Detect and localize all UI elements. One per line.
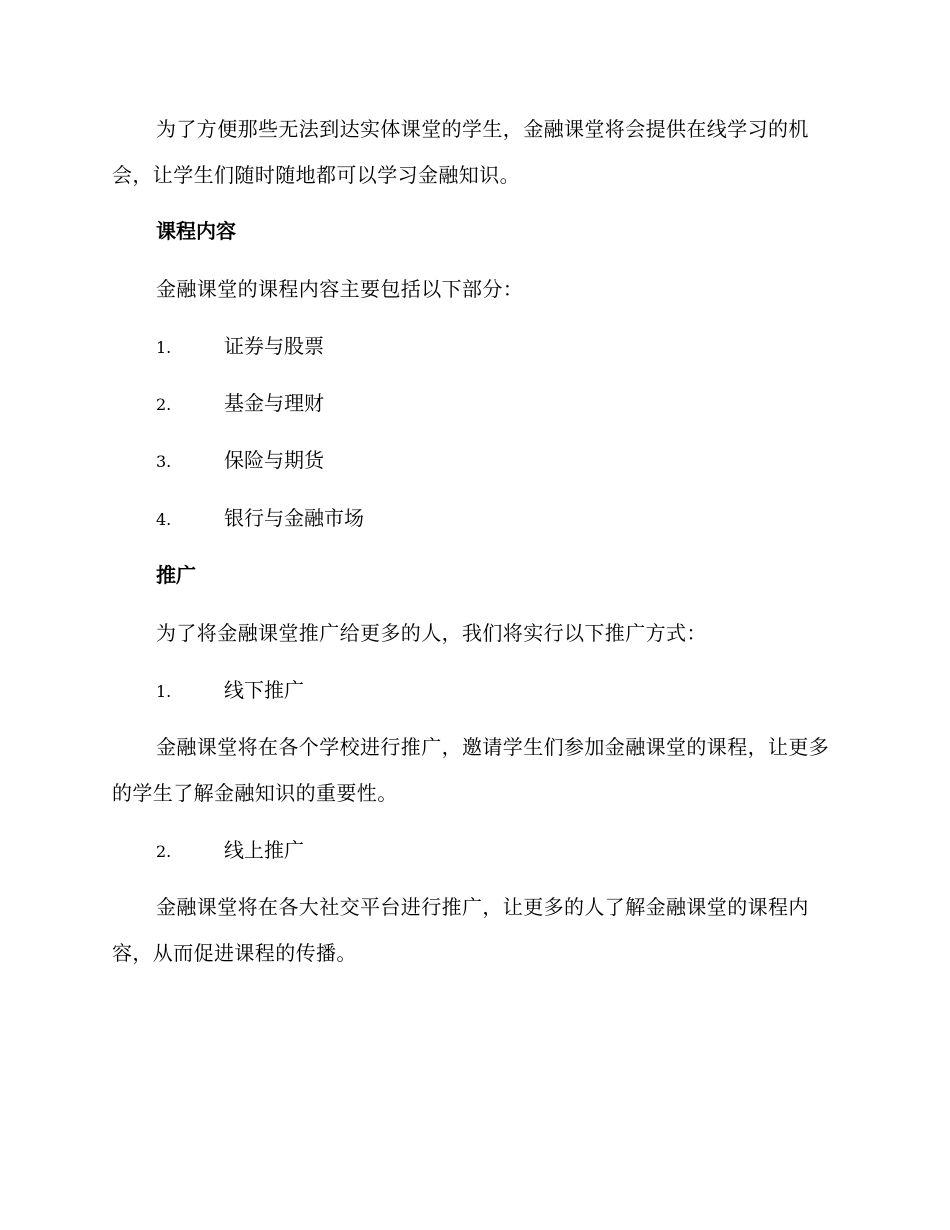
- list-number: 2.: [156, 842, 172, 861]
- promotion-intro-paragraph: 为了将金融课堂推广给更多的人，我们将实行以下推广方式：: [156, 621, 707, 645]
- promotion-method-1-description: 金融课堂将在各个学校进行推广，邀请学生们参加金融课堂的课程，让更多的学生了解金融知识的重要性。: [112, 735, 830, 805]
- promotion-method-1-title: [156, 675, 304, 705]
- list-number: 2.: [156, 395, 172, 414]
- list-number: 4.: [156, 510, 172, 529]
- course-list-item-2: [156, 388, 324, 418]
- list-number: 3.: [156, 452, 172, 471]
- list-number: 1.: [156, 338, 172, 357]
- promotion-heading: 推广: [156, 563, 196, 587]
- intro-paragraph: 为了方便那些无法到达实体课堂的学生，金融课堂将会提供在线学习的机会，让学生们随时随地都可以学习金融知识。: [112, 117, 809, 187]
- list-number: 1.: [156, 682, 172, 701]
- list-text: 证券与股票: [224, 334, 324, 358]
- list-text: 线下推广: [224, 678, 304, 702]
- course-intro-paragraph: 金融课堂的课程内容主要包括以下部分：: [156, 277, 524, 301]
- list-text: 银行与金融市场: [224, 506, 364, 530]
- course-list-item-4: [156, 503, 364, 533]
- course-list-item-1: [156, 331, 324, 361]
- course-heading: 课程内容: [156, 219, 236, 243]
- list-text: 基金与理财: [224, 391, 324, 415]
- promotion-method-2-description: 金融课堂将在各大社交平台进行推广，让更多的人了解金融课堂的课程内容，从而促进课程的传播。: [112, 895, 809, 965]
- list-text: 保险与期货: [224, 448, 324, 472]
- promotion-method-2-title: [156, 835, 304, 865]
- course-list-item-3: [156, 445, 324, 475]
- list-text: 线上推广: [224, 838, 304, 862]
